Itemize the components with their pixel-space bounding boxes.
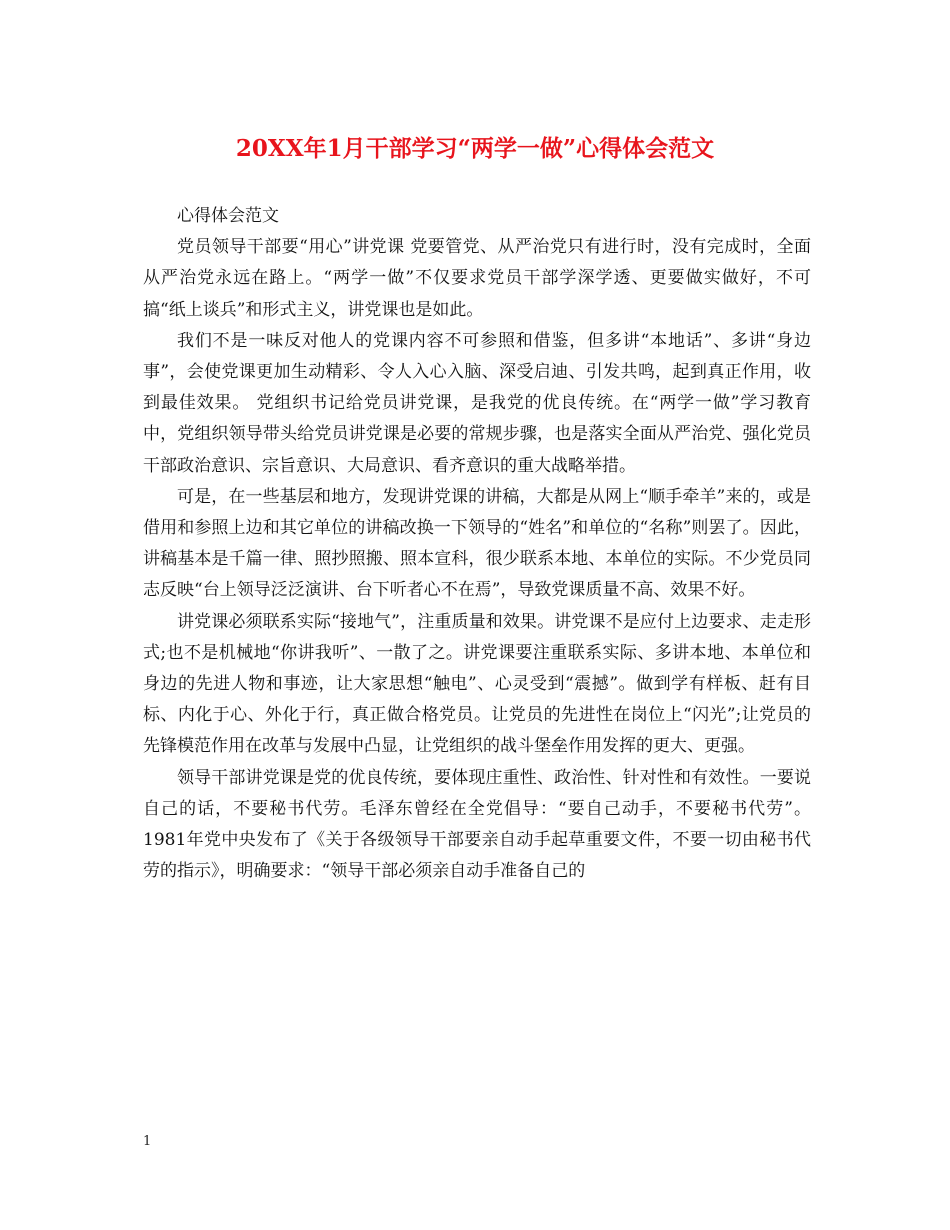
paragraph: 党员领导干部要“用心”讲党课 党要管党、从严治党只有进行时，没有完成时，全面从严治党永远在路上。“两学一做”不仅要求党员干部学深学透、更要做实做好，不可搞“纸上谈兵”和形式主义，讲党课也是如此。	[143, 237, 811, 320]
paragraph-heading: 心得体会范文	[177, 206, 279, 226]
paragraph: 领导干部讲党课是党的优良传统，要体现庄重性、政治性、针对性和有效性。一要说自己的话，不要秘书代劳。毛泽东曾经在全党倡导：“要自己动手，不要秘书代劳”。1981年党中央发布了《关于各级领导干部要亲自动手起草重要文件，不要一切由秘书代劳的指示》，明确要求：“领导干部必须亲自动手准备自己的	[143, 767, 811, 882]
page-number: 1	[143, 1134, 152, 1149]
paragraph: 讲党课必须联系实际“接地气”，注重质量和效果。讲党课不是应付上边要求、走走形式;也不是机械地“你讲我听”、一散了之。讲党课要注重联系实际、多讲本地、本单位和身边的先进人物和事迹，让大家思想“触电”、心灵受到“震撼”。做到学有样板、赶有目标、内化于心、外化于行，真正做合格党员。让党员的先进性在岗位上“闪光”;让党员的先锋模范作用在改革与发展中凸显，让党组织的战斗堡垒作用发挥的更大、更强。	[143, 611, 811, 757]
paragraph: 我们不是一味反对他人的党课内容不可参照和借鉴，但多讲“本地话”、多讲“身边事”，会使党课更加生动精彩、令人入心入脑、深受启迪、引发共鸣，起到真正作用，收到最佳效果。 党组织书记给党员讲党课，是我党的优良传统。在“两学一做”学习教育中，党组织领导带头给党员讲党课是必要的常规步骤，也是落实全面从严治党、强化党员干部政治意识、宗旨意识、大局意识、看齐意识的重大战略举措。	[143, 330, 811, 476]
document-title: 20XX年1月干部学习“两学一做”心得体会范文	[235, 135, 715, 162]
document-body	[143, 201, 811, 887]
paragraph: 可是，在一些基层和地方，发现讲党课的讲稿，大都是从网上“顺手牵羊”来的，或是借用和参照上边和其它单位的讲稿改换一下领导的“姓名”和单位的“名称”则罢了。因此，讲稿基本是千篇一律、照抄照搬、照本宣科，很少联系本地、本单位的实际。不少党员同志反映“台上领导泛泛演讲、台下听者心不在焉”，导致党课质量不高、效果不好。	[143, 486, 811, 601]
